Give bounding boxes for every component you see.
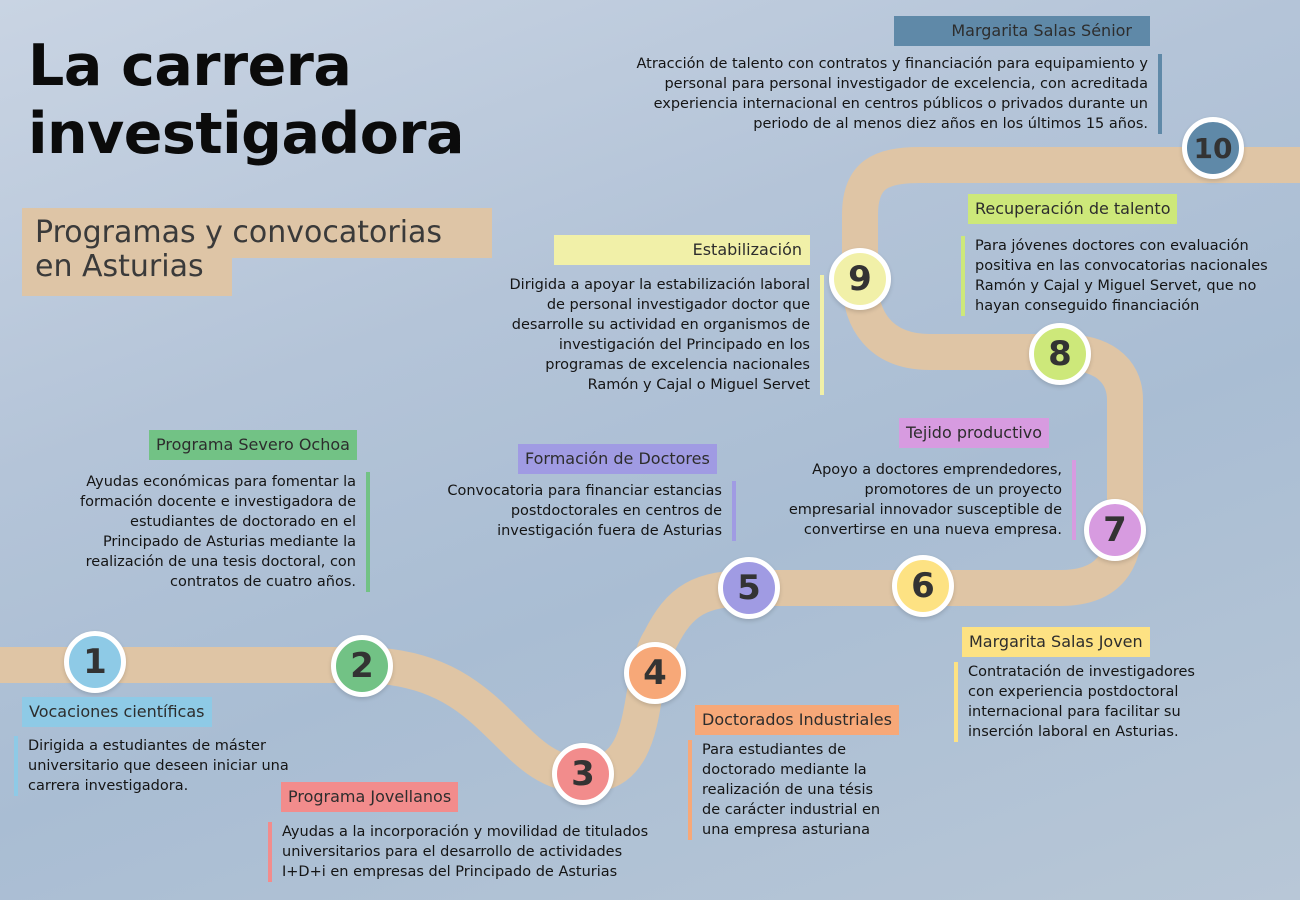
step-3-circle: 3 xyxy=(552,743,614,805)
step-9-circle: 9 xyxy=(829,248,891,310)
step-10-label: Margarita Salas Sénior xyxy=(894,16,1150,46)
step-7-label: Tejido productivo xyxy=(899,418,1049,448)
subtitle-text xyxy=(35,216,442,284)
subtitle-line-1: Programas y convocatorias xyxy=(35,215,443,250)
step-1-circle: 1 xyxy=(64,631,126,693)
step-7-description: Apoyo a doctores emprendedores, promotores de un proyecto empresarial innovador susceptible de convertirse en una nueva empresa. xyxy=(776,460,1076,540)
step-8-description: Para jóvenes doctores con evaluación positiva en las convocatorias nacionales Ramón y Cajal y Miguel Servet, que no hayan conseguido financiación xyxy=(961,236,1293,316)
step-7-circle: 7 xyxy=(1084,499,1146,561)
step-5-label: Formación de Doctores xyxy=(518,444,717,474)
step-9-label: Estabilización xyxy=(554,235,810,265)
page-title xyxy=(28,32,464,168)
step-10-circle: 10 xyxy=(1182,117,1244,179)
step-5-description: Convocatoria para financiar estancias postdoctorales en centros de investigación fuera de Asturias xyxy=(436,481,736,541)
step-6-label: Margarita Salas Joven xyxy=(962,627,1150,657)
step-2-description: Ayudas económicas para fomentar la formación docente e investigadora de estudiantes de doctorado en el Principado de Asturias mediante la realización de una tesis doctoral, con contratos de cuatro años. xyxy=(66,472,370,592)
step-4-label: Doctorados Industriales xyxy=(695,705,899,735)
step-6-circle: 6 xyxy=(892,555,954,617)
step-1-label: Vocaciones científicas xyxy=(22,697,212,727)
title-line-1: La carrera xyxy=(28,33,352,99)
step-3-description: Ayudas a la incorporación y movilidad de titulados universitarios para el desarrollo de actividades I+D+i en empresas del Principado de Asturias xyxy=(268,822,670,882)
step-10-description: Atracción de talento con contratos y financiación para equipamiento y personal para personal investigador de excelencia, con acreditada experiencia internacional en centros públicos o privados durante un periodo de al menos diez años en los últimos 15 años. xyxy=(618,54,1162,134)
title-line-2: investigadora xyxy=(28,101,464,167)
step-2-circle: 2 xyxy=(331,635,393,697)
step-4-description: Para estudiantes de doctorado mediante la realización de una tésis de carácter industrial en una empresa asturiana xyxy=(688,740,890,840)
step-1-description: Dirigida a estudiantes de máster universitario que deseen iniciar una carrera investigadora. xyxy=(14,736,293,796)
step-3-label: Programa Jovellanos xyxy=(281,782,458,812)
step-5-circle: 5 xyxy=(718,557,780,619)
subtitle-box xyxy=(22,208,492,296)
step-4-circle: 4 xyxy=(624,642,686,704)
subtitle-line-2: en Asturias xyxy=(35,249,204,284)
step-8-circle: 8 xyxy=(1029,323,1091,385)
step-2-label: Programa Severo Ochoa xyxy=(149,430,357,460)
step-6-description: Contratación de investigadores con experiencia postdoctoral internacional para facilitar su inserción laboral en Asturias. xyxy=(954,662,1208,742)
step-8-label: Recuperación de talento xyxy=(968,194,1177,224)
step-9-description: Dirigida a apoyar la estabilización laboral de personal investigador doctor que desarrolle su actividad en organismos de investigación del Principado en los programas de excelencia nacionales Ramón y Cajal o Miguel Servet xyxy=(496,275,824,395)
